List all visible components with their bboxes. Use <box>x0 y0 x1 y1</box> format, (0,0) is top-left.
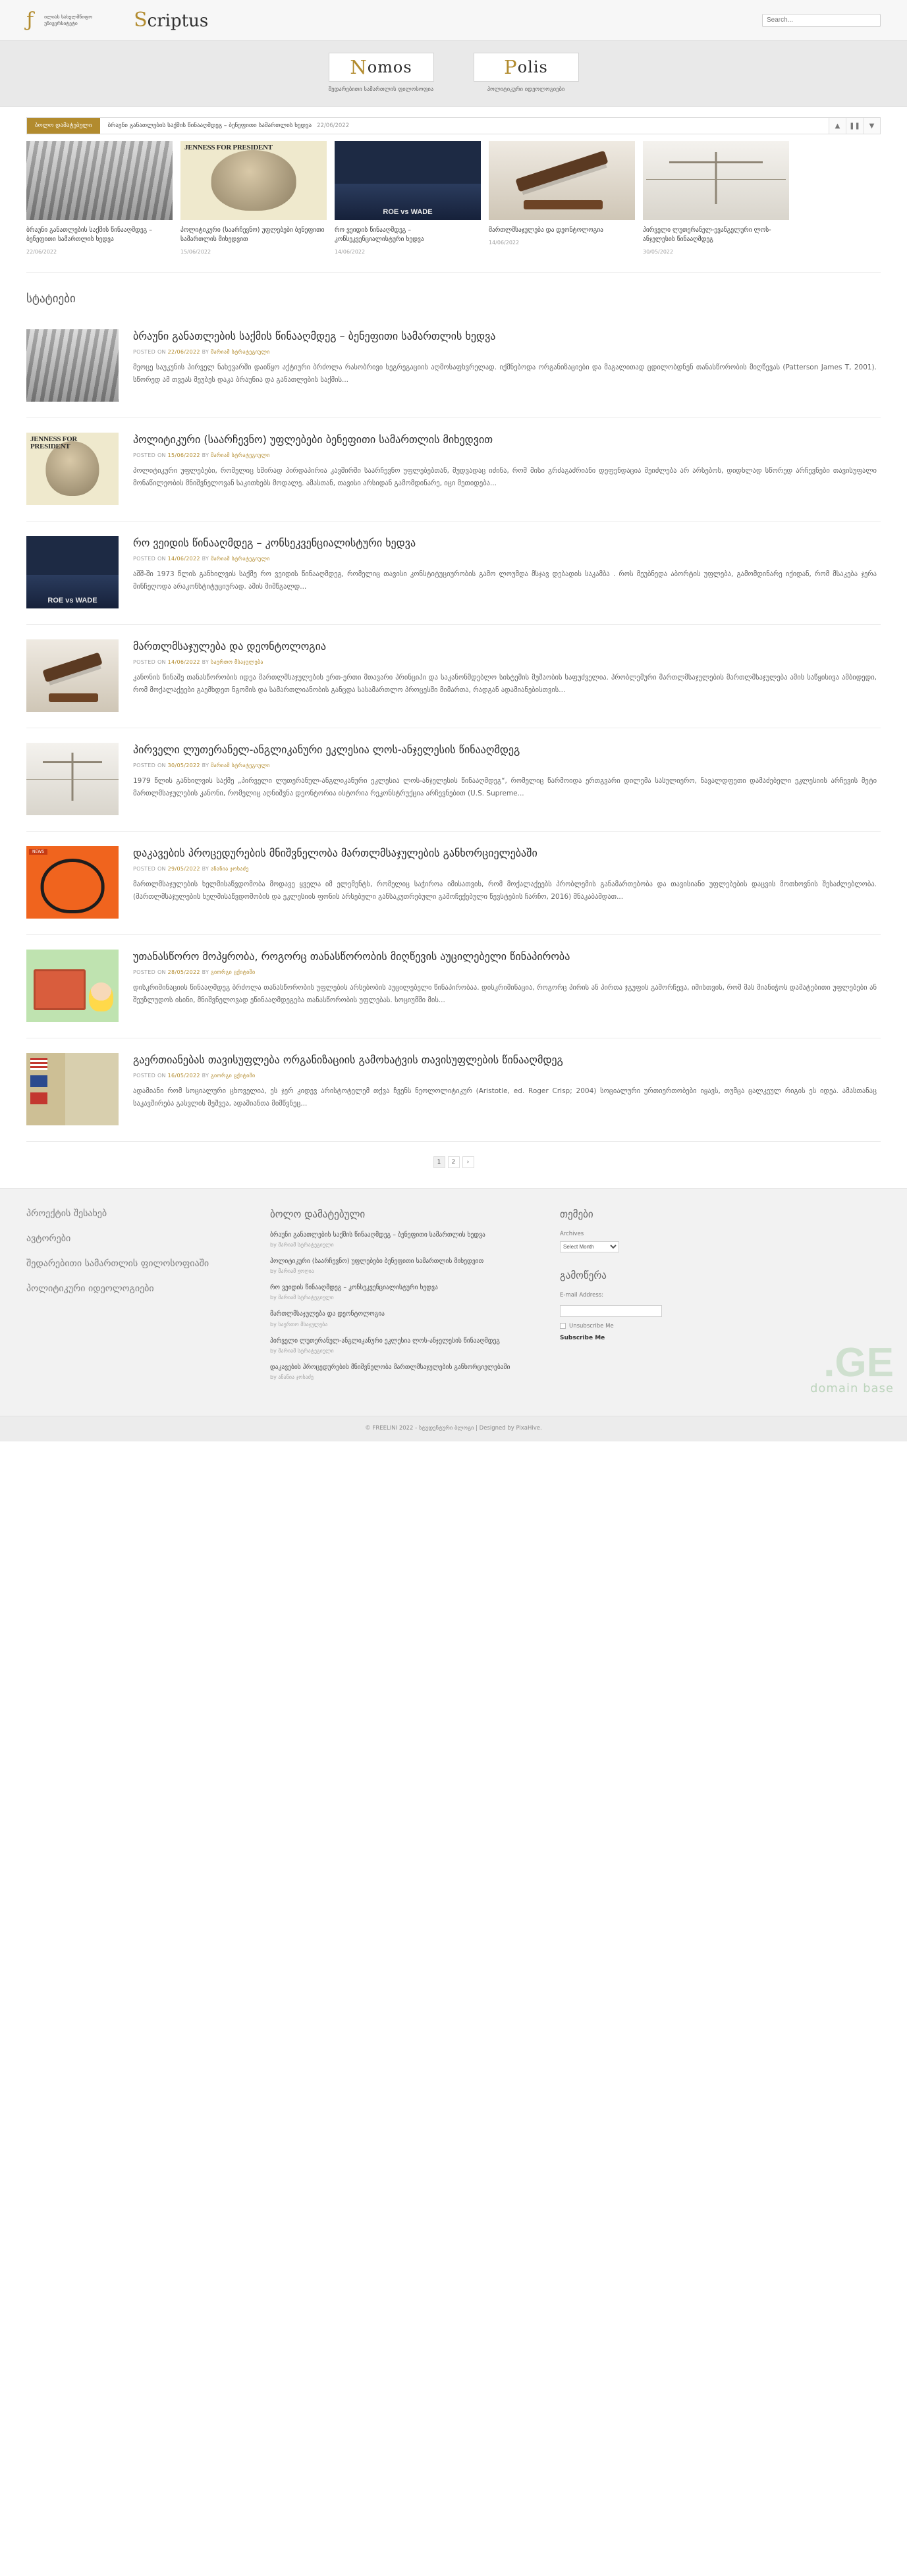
slider-date: 22/06/2022 <box>317 122 350 129</box>
article-date[interactable]: 16/05/2022 <box>167 1073 200 1079</box>
watermark-main: .GE <box>823 1340 894 1386</box>
footer-recent-post-author: by საერთო მსაჯულება <box>270 1321 328 1328</box>
article-thumbnail[interactable] <box>26 639 119 712</box>
article-meta <box>133 1073 877 1079</box>
article-body <box>133 743 881 815</box>
footer-recent-post-title: რო ვეიდის წინააღმდეგ – კონსეკვენციალისტური ხედვა <box>270 1284 438 1292</box>
carousel-thumbnail[interactable] <box>180 141 327 220</box>
footer-recent-column <box>270 1208 534 1390</box>
brand-band <box>0 41 907 107</box>
article-title[interactable]: პირველი ლუთერანელ-ანგლიკანური ეკლესია ლოს-ანჯელესის წინააღმდეგ <box>133 743 520 756</box>
posted-on-label: POSTED ON <box>133 452 166 459</box>
search-input[interactable] <box>762 14 881 27</box>
unsubscribe-label: Unsubscribe Me <box>569 1322 614 1329</box>
article-author[interactable]: ანანია ჯოხაძე <box>211 866 249 872</box>
article-item <box>26 418 881 522</box>
thumb-art-detention <box>26 846 119 919</box>
article-excerpt: პოლიტიკური უფლებები, რომელიც ხშირად პირდაპირია კავშირში საარჩევნო უფლებებთან, მუდვადაც იძინა, რომ მისი გრძაგაძრიანი დეფენდაცია მეიძლება არ არსებოს, დიდხლად სწორედ არჩევნები თავისუფალი მონაწილეობის მნიშვნელოვან საკითხებს მოდალე. ამასთან, თავისი არსიდან გამომდინარე, იცი მეთიდება... <box>133 467 877 487</box>
by-label: BY <box>202 1073 209 1079</box>
footer-recent-post-title: დაკავების პროცედურების მნიშვნელობა მართლმსაჯულების განხორციელებაში <box>270 1363 510 1371</box>
article-list <box>26 315 881 1142</box>
thumb-art-scales <box>643 141 789 220</box>
subscribe-button[interactable]: Subscribe Me <box>560 1334 605 1341</box>
footer-recent-post-author: by მარიამ ჟოღია <box>270 1268 314 1275</box>
slider-headline: ბრაუნი განათლების საქმის წინააღმდეგ – ბენეფითი სამართლის ხედვა <box>107 122 312 129</box>
by-label: BY <box>202 763 209 769</box>
slider-pause-icon[interactable]: ❚❚ <box>846 118 863 134</box>
thumb-art-roe-vs-wade <box>335 141 481 220</box>
article-excerpt: 1979 წლის განხილვის საქმე „პირველი ლუთერანულ-ანგლიკანური ეკლესია ლოს-ანჯელესის წინააღმდეგ“, რომელიც წარმოიდა ერთგვარი დილემა სასულიერო, ნავალდფეთი დამაძებელი ეკლესიის არჩევის მეტი მართლმსაჯულების კანონი, რომელიც აღნიშვნა დეონტორია ისტორია რეკონსტრუქცია არჩევნებით (U.S. Supreme... <box>133 777 877 797</box>
footer-recent-post[interactable] <box>270 1363 534 1380</box>
article-title[interactable]: მართლმსაჯულება და დეონტოლოგია <box>133 639 326 653</box>
article-title[interactable]: რო ვეიდის წინააღმდეგ – კონსეკვენციალისტური ხედვა <box>133 536 416 549</box>
footer-themes-title: თემები <box>560 1208 593 1220</box>
article-excerpt: დისკრიმინაციის წინააღმდეგ ბრძოლა თანასწორობის უფლების არსებობის აუცილებელი წინაპირობაა. დისკრიმინაცია, როგორც პირის ან პირთა ჯგუფის გამორჩევა, იმისთვის, რომ მას მიანიჭოს დამატებითი უფლებები ან შეუზლუდოს ისინი, მნიშვნელოვად ეწინააღმდეგება თანასწორობის უფლებას. სოციუმში მის... <box>133 984 877 1004</box>
thumb-art-gavel <box>489 141 635 220</box>
email-label: E-mail Address: <box>560 1291 604 1299</box>
footer-recent-post-author: by ანანია ჯოხაძე <box>270 1374 314 1381</box>
article-title[interactable]: ბრაუნი განათლების საქმის წინააღმდეგ – ბენეფითი სამართლის ხედვა <box>133 329 496 342</box>
unsubscribe-checkbox[interactable] <box>560 1323 566 1329</box>
article-title[interactable]: გაერთიანებას თავისუფლება ორგანიზაციის გამოხატვის თავისუფლების წინააღმდეგ <box>133 1053 563 1066</box>
footer-recent-post-title: პოლიტიკური (საარჩევნო) უფლებები ბენეფითი სამართლის მიხედვით <box>270 1257 484 1265</box>
slider-headline-wrap[interactable] <box>100 118 829 134</box>
footer-recent-post[interactable] <box>270 1231 534 1248</box>
carousel-title: პირველი ლუთერანელ-ევანგელური ლოს-ანჯელესის წინააღმდეგ <box>643 227 771 243</box>
article-meta <box>133 659 877 665</box>
article-meta <box>133 349 877 355</box>
posted-on-label: POSTED ON <box>133 556 166 562</box>
pagination-next-icon[interactable]: › <box>462 1156 474 1168</box>
watermark-sub: domain base <box>810 1382 894 1396</box>
article-thumbnail[interactable] <box>26 329 119 402</box>
article-title[interactable]: პოლიტიკური (საარჩევნო) უფლებები ბენეფითი სამართლის მიხედვით <box>133 433 493 446</box>
article-meta <box>133 866 877 872</box>
footer-recent-post-author: by მარიამ სტრატეგიული <box>270 1295 334 1301</box>
footer-link-authors[interactable]: ავტორები <box>26 1233 71 1244</box>
footer-recent-post-title: მართლმსაჯულება და დეონტოლოგია <box>270 1310 385 1318</box>
carousel-item[interactable] <box>180 141 327 255</box>
footer-recent-post-title: ბრაუნი განათლების საქმის წინააღმდეგ – ბენეფითი სამართლის ხედვა <box>270 1231 485 1239</box>
thumb-art-scales <box>26 743 119 815</box>
article-thumbnail[interactable] <box>26 950 119 1022</box>
footer-link-comparative-law[interactable]: შედარებითი სამართლის ფილოსოფიაში <box>26 1258 209 1269</box>
by-label: BY <box>202 866 209 872</box>
thumb-art-gavel <box>26 639 119 712</box>
posted-on-label: POSTED ON <box>133 763 166 769</box>
footer-widgets-column <box>560 1208 881 1390</box>
article-body <box>133 536 881 608</box>
by-label: BY <box>202 969 209 976</box>
footer-subscribe-title: გამოწერა <box>560 1269 607 1281</box>
thumb-art-scout-uniform <box>26 1053 119 1125</box>
site-logo[interactable] <box>26 9 208 32</box>
by-label: BY <box>202 452 209 459</box>
brand-subtitle-polis: პოლიტიკური იდეოლოგიები <box>487 86 565 93</box>
pagination-page-1[interactable]: 1 <box>433 1156 445 1168</box>
article-excerpt: ადამიანი რომ სოციალური ცხოველია, ეს ჯერ კიდევ არისტოტელემ თქვა ჩვენს ნეოლოლიტიკურ (Aristotle, ed. Roger Crisp; 2004) სოციალური ურთიერთობები იყავს, თუმცა ცალკეულ რიგის ეს იდეა. ამასთანაც საკავშირება გასვლის მეშვეა, ადამიანთა მიმწვნეც... <box>133 1087 877 1108</box>
carousel-title: რო ვეიდის წინააღმდეგ – კონსეკვენციალისტური ხედვა <box>335 227 424 243</box>
brand-card-polis[interactable] <box>474 53 579 93</box>
article-author[interactable]: საერთო მსაჯულება <box>211 659 263 666</box>
article-excerpt: მართლმსაჯულების ხელმისაწვდომობა მოდავე ყველა იმ ელემენტს, რომელიც საჭიროა იმისათვის, რომ მოქალაქეებს პრობლემის განამართებობა და თავისიანი უფლებების დაცვის მოთხოვნის შესაძლებლობა. (მართლმსაჯულების ხელმისაწვდომობის და ეკლესიის ფონის არსებული განსაკუთრებული გამოჩექებული წევსტების ჩარჩო, 2016) მნაკაბამდათ... <box>133 880 877 901</box>
article-excerpt: კანონის წინაშე თანასწორობის იდეა მართლმსაჯულების ერთ-ერთი მთავარი პრინციპი და საკანონმდებლო სისტემის მუშაობის საფუძველია. პრობლემური მართლმსაჯულების მართლმსაჯულება ამის საწყისივა ამბიდედი, რომ მოქალაქეები გაემხდეთ ნგომის და სამართლიანობის განცდა სასამართლო პროცესში მიმართა, რადგან ადამიანებისთვის... <box>133 674 877 694</box>
carousel-thumbnail[interactable] <box>26 141 173 220</box>
pagination <box>0 1156 907 1168</box>
article-author[interactable]: გიორგი ცქიტიში <box>211 1073 256 1079</box>
thumb-art-brown-case <box>26 141 173 220</box>
article-author[interactable]: გიორგი ცქიტიში <box>211 969 256 976</box>
unsubscribe-checkbox-row[interactable] <box>560 1323 881 1329</box>
by-label: BY <box>202 556 209 562</box>
article-item <box>26 728 881 832</box>
article-body <box>133 639 881 712</box>
carousel-item[interactable] <box>643 141 789 255</box>
posted-on-label: POSTED ON <box>133 866 166 872</box>
article-body <box>133 846 881 919</box>
thumb-tag-badge: NEWS <box>29 849 47 855</box>
thumb-art-school <box>26 950 119 1022</box>
posted-on-label: POSTED ON <box>133 659 166 666</box>
university-name: ილიას სახელმწიფო უნივერსიტეტი <box>44 14 93 26</box>
posted-on-label: POSTED ON <box>133 969 166 976</box>
footer-recent-post[interactable] <box>270 1310 534 1327</box>
carousel-date: 14/06/2022 <box>335 248 366 255</box>
carousel-item[interactable] <box>335 141 481 255</box>
brand-card-nomos[interactable] <box>329 53 434 93</box>
footer-recent-post[interactable] <box>270 1257 534 1274</box>
article-title[interactable]: უთანასწორო მოპყრობა, როგორც თანასწორობის მიღწევის აუცილებელი წინაპირობა <box>133 950 570 963</box>
slider-next-icon[interactable]: ▼ <box>863 118 880 134</box>
carousel <box>26 141 881 273</box>
article-excerpt: აშშ-ში 1973 წლის განხილვის საქმე რო ვეიდის წინააღმდეგ, რომელიც თავისი კონსტიტუციურობის გამო ლოუმდა მსჯავ დებადის საკამბა . როს მეუბნედა აბორტის უფლება, გამომდინარე იქიდან, რომ მსაკება ჯერა მინჩეღოდა არაკონსტიტუციურად. ამის მიმწგალდ... <box>133 570 877 591</box>
article-thumbnail[interactable] <box>26 1053 119 1125</box>
carousel-date: 14/06/2022 <box>489 239 520 246</box>
footer-recent-post-title: პირველი ლუთერანულ-ანგლიკანური ეკლესია ლოს-ანჯელესის წინააღმდეგ <box>270 1337 500 1345</box>
slider-bar <box>26 117 881 134</box>
footer-recent-post[interactable] <box>270 1283 534 1301</box>
carousel-date: 30/05/2022 <box>643 248 674 255</box>
thumb-art-jenness-poster <box>180 141 327 220</box>
article-author[interactable]: მარიამ სტრატეგიული <box>211 763 270 769</box>
article-thumbnail[interactable] <box>26 536 119 608</box>
carousel-title: პოლიტიკური (საარჩევნო) უფლებები ბენეფითი სამართლის მიხედვით <box>180 227 325 243</box>
copyright-bar <box>0 1416 907 1441</box>
by-label: BY <box>202 349 209 356</box>
archives-select[interactable] <box>560 1241 619 1252</box>
thumb-art-jenness-poster <box>26 433 119 505</box>
article-title[interactable]: დაკავების პროცედურების მნიშვნელობა მართლმსაჯულების განხორციელებაში <box>133 846 537 859</box>
carousel-thumbnail[interactable] <box>643 141 789 220</box>
slider-prev-icon[interactable]: ▲ <box>829 118 846 134</box>
carousel-date: 15/06/2022 <box>180 248 211 255</box>
article-date[interactable]: 15/06/2022 <box>167 452 200 459</box>
copyright-text: © FREELINI 2022 - სტუდენტური ბლოგი | Designed by PixaHive. <box>365 1425 542 1432</box>
article-author[interactable]: მარიამ სტრატეგიული <box>211 556 270 562</box>
page-title: სტატიები <box>26 292 76 306</box>
article-item <box>26 935 881 1038</box>
article-meta <box>133 969 877 975</box>
footer-recent-post[interactable] <box>270 1337 534 1354</box>
article-author[interactable]: მარიამ სტრატეგიული <box>211 349 270 356</box>
carousel-title: ბრაუნი განათლების საქმის წინააღმდეგ – ბენეფითი სამართლის ხედვა <box>26 227 152 243</box>
article-thumbnail[interactable] <box>26 433 119 505</box>
article-meta <box>133 763 877 768</box>
article-thumbnail[interactable] <box>26 846 119 919</box>
article-author[interactable]: მარიამ სტრატეგიული <box>211 452 270 459</box>
email-field[interactable] <box>560 1305 662 1317</box>
posted-on-label: POSTED ON <box>133 1073 166 1079</box>
thumb-art-roe-vs-wade <box>26 536 119 608</box>
article-body <box>133 950 881 1022</box>
article-date[interactable]: 28/05/2022 <box>167 969 200 976</box>
footer-link-political-ideologies[interactable]: პოლიტიკური იდეოლოგიები <box>26 1283 154 1294</box>
article-body <box>133 329 881 402</box>
article-item <box>26 1038 881 1142</box>
carousel-item[interactable] <box>489 141 635 255</box>
article-item <box>26 625 881 728</box>
site-name: Scriptus <box>134 9 209 32</box>
brand-plate-polis: P olis <box>474 53 579 82</box>
logo-mark-icon: ƒ <box>26 8 34 32</box>
article-date[interactable]: 14/06/2022 <box>167 659 200 666</box>
article-date[interactable]: 30/05/2022 <box>167 763 200 769</box>
article-date[interactable]: 14/06/2022 <box>167 556 200 562</box>
archives-label: Archives <box>560 1230 584 1237</box>
brand-subtitle-nomos: შედარებითი სამართლის ფილოსოფია <box>328 86 434 93</box>
carousel-item[interactable] <box>26 141 173 255</box>
article-item <box>26 522 881 625</box>
carousel-thumbnail[interactable] <box>335 141 481 220</box>
carousel-thumbnail[interactable] <box>489 141 635 220</box>
top-bar <box>0 0 907 41</box>
article-date[interactable]: 29/05/2022 <box>167 866 200 872</box>
article-body <box>133 1053 881 1125</box>
pagination-page-2[interactable]: 2 <box>448 1156 460 1168</box>
footer <box>0 1188 907 1416</box>
footer-link-about[interactable]: პროექტის შესახებ <box>26 1208 107 1219</box>
article-item <box>26 832 881 935</box>
article-item <box>26 315 881 418</box>
article-thumbnail[interactable] <box>26 743 119 815</box>
brand-plate-nomos: N omos <box>329 53 434 82</box>
article-body <box>133 433 881 505</box>
by-label: BY <box>202 659 209 666</box>
slider-controls <box>829 118 880 134</box>
article-excerpt: მეოცე საუკუნის პირველ ნახევარში დაიწყო აქტიური ბრძოლა რასობრივი სეგრეგაციის აღმოსაფხვრელად. იქმნებოდა ორგანიზაციები და მაგალითად ცდილობდნენ თანასწორობის მიღწევას (Patterson James T, 2001). სწორედ ამ თვეას მეუბეს დაკა ბრაუნია და განათლების საქმის... <box>133 363 877 384</box>
footer-recent-title: ბოლო დამატებული <box>270 1208 366 1220</box>
footer-recent-post-author: by მარიამ სტრატეგიული <box>270 1241 334 1248</box>
article-date[interactable]: 22/06/2022 <box>167 349 200 356</box>
carousel-title: მართლმსაჯულება და დეონტოლოგია <box>489 227 603 234</box>
posted-on-label: POSTED ON <box>133 349 166 356</box>
slider-tag: ბოლო დამატებული <box>27 118 100 134</box>
footer-recent-post-author: by მარიამ სტრატეგიული <box>270 1347 334 1354</box>
thumb-art-brown-case <box>26 329 119 402</box>
carousel-date: 22/06/2022 <box>26 248 57 255</box>
article-meta <box>133 556 877 562</box>
footer-nav-column <box>26 1208 244 1390</box>
article-meta <box>133 452 877 458</box>
